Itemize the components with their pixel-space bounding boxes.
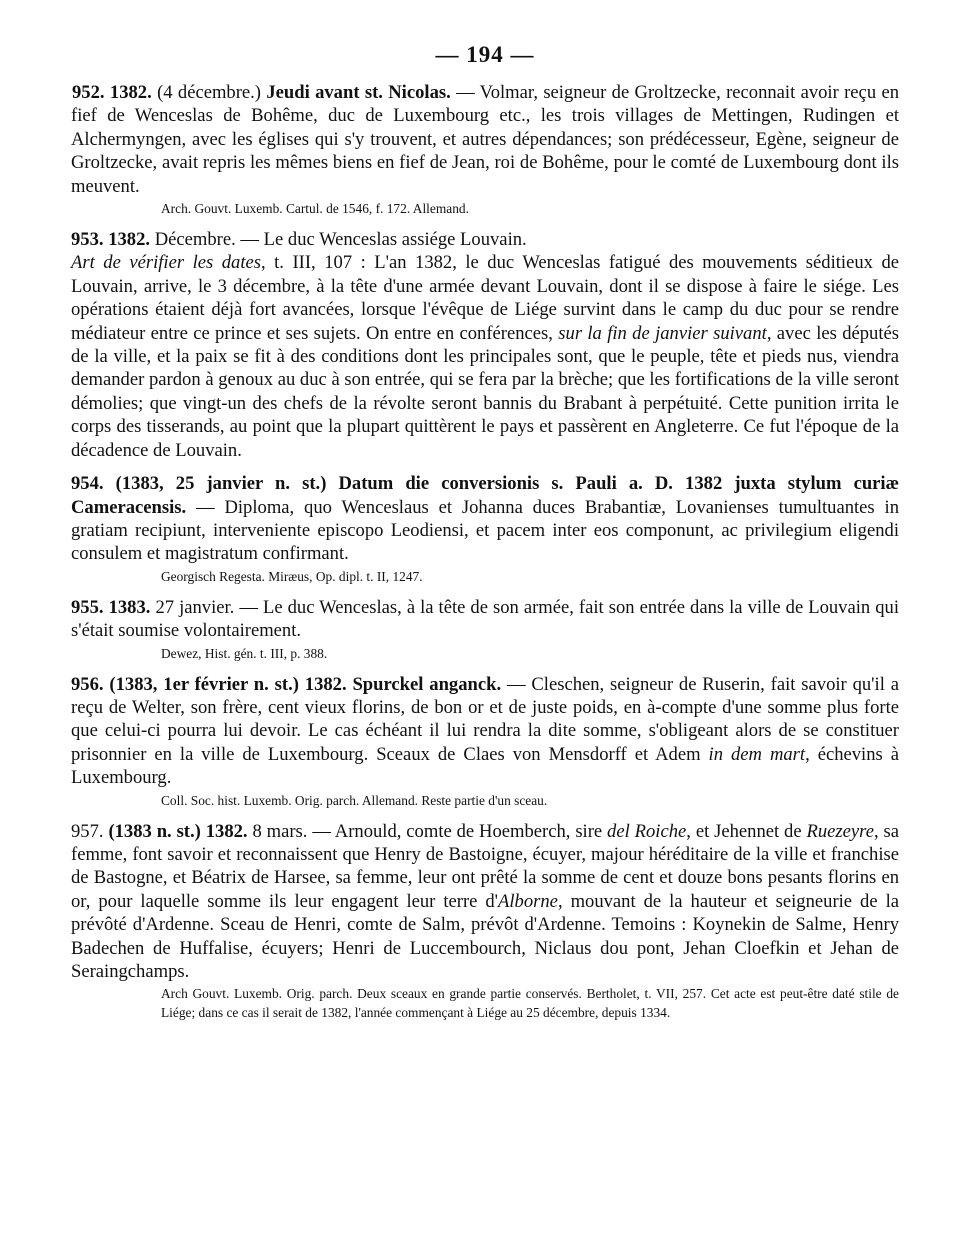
entry-body-part-1: — Arnould, comte de Hoemberch, sire [312, 820, 608, 842]
entry-954 [71, 472, 899, 586]
entry-date: (1383, 1er février n. st.) [109, 673, 299, 695]
entry-year: 1382. [205, 820, 248, 842]
entry-953-paragraph [71, 251, 899, 462]
entry-955 [71, 596, 899, 663]
entry-heading: Jeudi avant st. Nicolas. [266, 82, 451, 103]
entry-953-text [71, 228, 899, 251]
entry-number: 952. [72, 82, 105, 103]
entry-body: — Le duc Wenceslas assiége Louvain. [240, 229, 527, 251]
entry-number: 957. [71, 820, 104, 842]
entry-paragraph-part-2: , avec les députés de la ville, et la paix se fit à des conditions dont les principales sont, que le peuple, tête et pieds nus, viendra demander pardon à genoux au duc à son entrée, qui se fera par la brèche; que les fortifications de la ville seront démolies; que vingt-un des chefs de la révolte seront bannis du Brabant à perpétuité. Cette punition irrita le corps des tisserands, au point que la plupart quittèrent le pays et passèrent en Angleterre. Ce fut l'époque de la décadence de Louvain. [71, 322, 900, 461]
entry-date: Décembre. [154, 229, 236, 251]
entry-source: Georgisch Regesta. Miræus, Op. dipl. t. II, 1247. [161, 568, 423, 584]
entry-body: — Le duc Wenceslas, à la tête de son armée, fait son entrée dans la ville de Louvain qui s'était soumise volontairement. [71, 596, 899, 642]
entry-paragraph-italic: sur la fin de janvier suivant [558, 322, 767, 344]
entry-year: 1382. [304, 673, 347, 695]
entry-source: Coll. Soc. hist. Luxemb. Orig. parch. Allemand. Reste partie d'un sceau. [161, 792, 548, 808]
entry-number: 956. [71, 673, 104, 695]
entry-year: 1382. [109, 82, 152, 103]
entry-date: (1383, 25 janvier n. st.) [115, 473, 327, 495]
entry-952-text [71, 81, 899, 198]
entry-body-part-4: , mouvant de la hauteur et seigneurie de la prévôté d'Ardenne. Sceau de Henri, comte de Salm, prévôt d'Ardenne. Temoins : Koynekin de Salme, Henry Badechen de Huffalise, écuyers; Henri de Luccembourch, Niclaus dou pont, Jehan Cloefkin et Jehan de Seraingchamps. [71, 890, 899, 982]
entry-body-italic-3: Alborne [498, 890, 558, 912]
entry-number: 953. [71, 229, 104, 251]
entry-body-part-2: , et Jehennet de [686, 820, 807, 842]
entry-date: (1383 n. st.) [108, 820, 201, 842]
entry-body-part-2: , échevins à Luxembourg. [71, 743, 899, 789]
entry-number: 954. [71, 473, 104, 495]
entry-date-2: 8 mars. [252, 820, 308, 842]
entry-source: Dewez, Hist. gén. t. III, p. 388. [161, 645, 328, 661]
entry-body-italic-2: Ruezeyre [806, 820, 874, 842]
entry-953 [71, 228, 899, 462]
entry-body: — Volmar, seigneur de Groltzecke, reconnait avoir reçu en fief de Wenceslas de Bohême, duc de Luxembourg etc., les trois villages de Mettingen, Rudingen et Alchermyngen, avec les églises qui s'y trouvent, et autres dépendances; son prédécesseur, Egène, seigneur de Groltzecke, avait repris les mêmes biens en fief de Jean, roi de Bohême, pour le comté de Luxembourg dont ils meuvent. [71, 82, 899, 197]
entry-952 [71, 81, 899, 218]
entry-body-part-1: — Cleschen, seigneur de Ruserin, fait savoir qu'il a reçu de Welter, son frère, cent vieux florins, de bon or et de juste poids, en à-compte d'une somme plus forte que celui-ci pourra lui devoir. Le cas échéant il lui rendra la dite somme, s'obligeant alors de se constituer prisonnier en la ville de Luxembourg. Sceaux de Claes von Mensdorff et Adem [71, 673, 899, 765]
entry-year: 1382. [108, 229, 151, 251]
entry-year: 1383. [108, 596, 151, 618]
entry-body: — Diploma, quo Wenceslaus et Johanna duces Brabantiæ, Lovanienses tumultuantes in gratiam recipiunt, interveniente episcopo Leodiensi, et pacem inter eos componunt, ac privilegium eligendi consulem et magistratum confirmant. [71, 496, 899, 565]
entry-date: 27 janvier. [155, 596, 235, 618]
entry-956-text [71, 673, 899, 790]
entry-source: Arch Gouvt. Luxemb. Orig. parch. Deux sceaux en grande partie conservés. Bertholet, t. VII, 257. Cet acte est peut-être daté stile de Liége; dans ce cas il serait de 1382, l'année commençant à Liége au 25 décembre, depuis 1334. [161, 986, 899, 1021]
entry-paragraph-part-1: , t. III, 107 : L'an 1382, le duc Wenceslas fatigué des mouvements séditieux de Louvain, arrive, le 3 décembre, à la tête d'une armée devant Louvain, dont il se dispose à faire le siége. Les opérations étaient déjà fort avancées, lorsque l'évêque de Liége survint dans le camp du duc pour se rendre médiateur entre ce prince et ses sujets. On entre en conférences, [71, 252, 899, 344]
entry-date: (4 décembre.) [157, 82, 262, 103]
page-number: — 194 — [435, 42, 535, 67]
entry-number: 955. [71, 596, 104, 618]
entry-heading: Spurckel anganck. [352, 673, 502, 695]
document-page [71, 42, 899, 1032]
entry-955-text [71, 596, 899, 643]
entry-body-part-3: , sa femme, font savoir et reconnaissent que Henry de Bastoigne, écuyer, majour héréditaire de la ville et franchise de Bastogne, et Béatrix de Harsee, sa femme, leur ont prêté la somme de cent et douze bons pesants florins en or, pour laquelle somme ils leur engagent leur terre d' [71, 820, 899, 912]
entry-957-text [71, 820, 899, 984]
entry-body-italic-1: del Roiche [607, 820, 687, 842]
entry-957 [71, 820, 899, 1023]
entry-reference-title: Art de vérifier les dates [71, 252, 261, 274]
entry-956 [71, 673, 899, 810]
entry-954-text [71, 472, 899, 566]
entry-heading: Datum die conversionis s. Pauli a. D. 1382 juxta stylum curiæ Cameracensis. [71, 473, 900, 518]
entry-body-italic: in dem mart [708, 743, 806, 765]
entry-source: Arch. Gouvt. Luxemb. Cartul. de 1546, f. 172. Allemand. [161, 201, 469, 217]
